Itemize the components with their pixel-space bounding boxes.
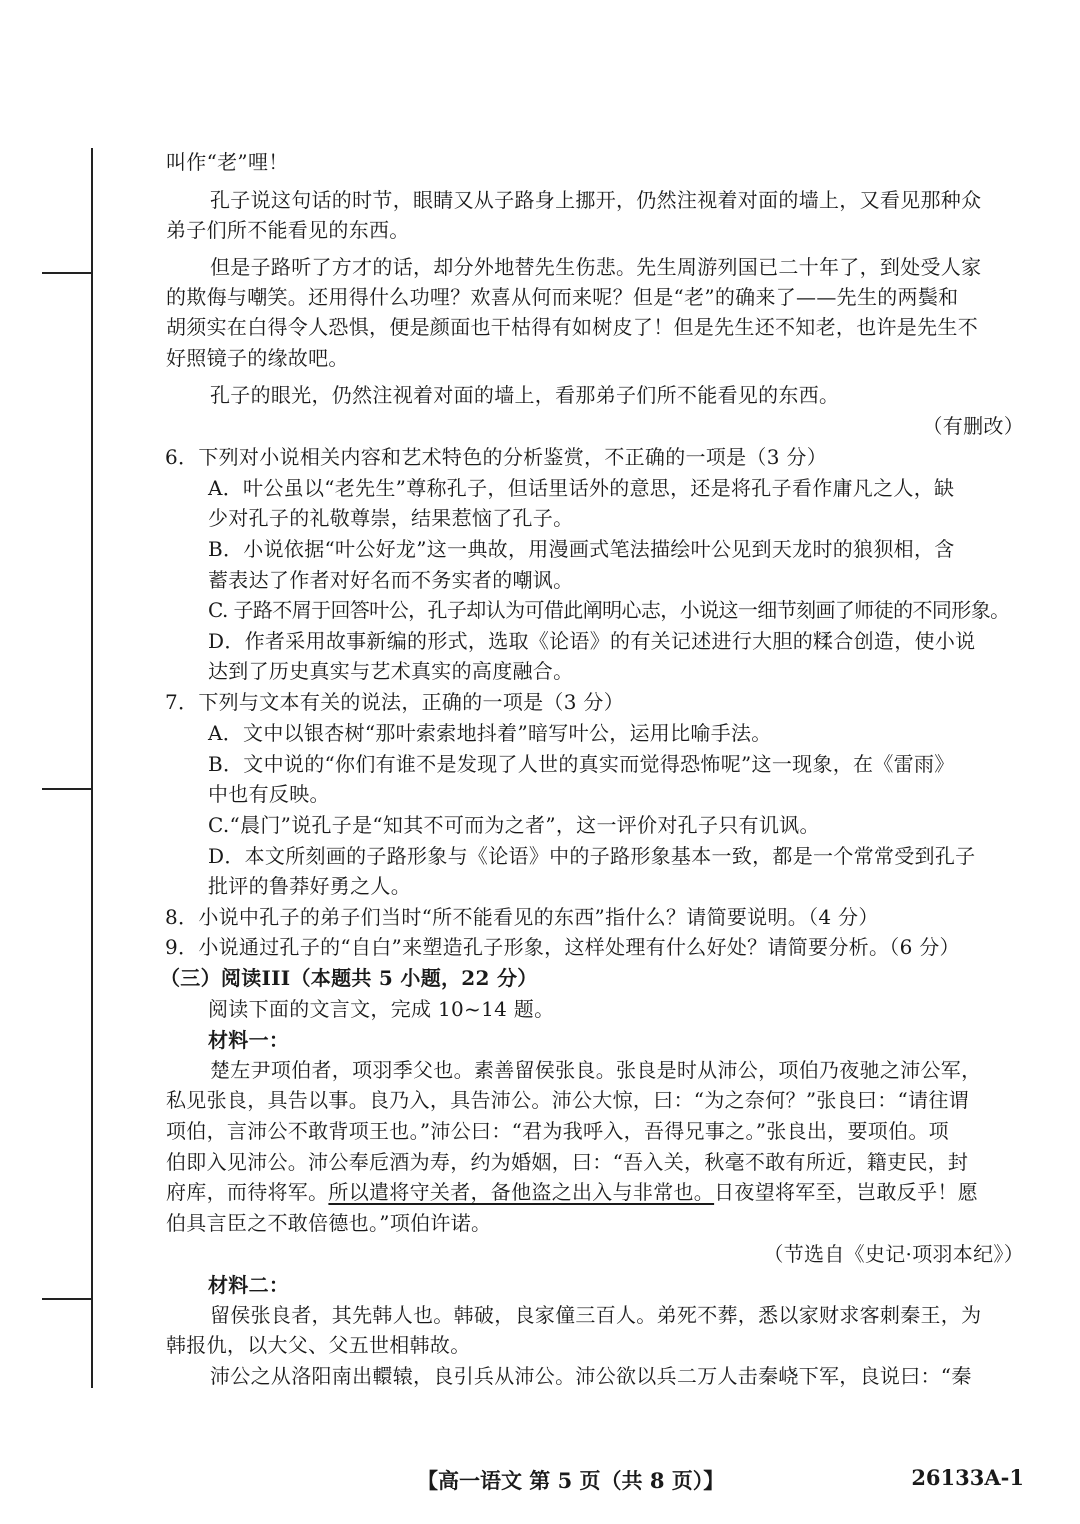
option-6d: D．作者采用故事新编的形式，选取《论语》的有关记述进行大胆的糅合创造，使小说 <box>208 629 976 653</box>
margin-tick-mark <box>42 272 92 274</box>
question-7: 7．下列与文本有关的说法，正确的一项是（3 分） <box>165 690 625 714</box>
option-7b: B．文中说的“你们有谁不是发现了人世的真实而觉得恐怖呢”这一现象，在《雷雨》 <box>208 752 955 776</box>
margin-tick-mark <box>42 1298 92 1300</box>
option-7d-cont: 批评的鲁莽好勇之人。 <box>208 874 411 898</box>
option-7a: A．文中以银杏树“那叶索索地抖着”暗写叶公，运用比喻手法。 <box>208 721 772 745</box>
passage-line: 孔子说这句话的时节，眼睛又从子路身上挪开，仍然注视着对面的墙上，又看见那种众 <box>210 188 982 212</box>
page-footer-label: 【高一语文 第 5 页（共 8 页）】 <box>417 1468 725 1493</box>
classical-text-line: 楚左尹项伯者，项羽季父也。素善留侯张良。张良是时从沛公，项伯乃夜驰之沛公军， <box>210 1058 982 1082</box>
source-citation: （节选自《史记·项羽本纪》） <box>763 1242 1024 1266</box>
passage-line: 的欺侮与嘲笑。还用得什么功哩？欢喜从何而来呢？但是“老”的确来了——先生的两鬓和 <box>166 285 959 309</box>
exam-code: 26133A-1 <box>911 1465 1024 1490</box>
classical-text-line: 伯即入见沛公。沛公奉卮酒为寿，约为婚姻，曰：“吾入关，秋毫不敢有所近，籍吏民，封 <box>166 1150 969 1174</box>
text-segment: 日夜望将军至，岂敢反乎！愿 <box>714 1180 979 1204</box>
classical-text-line: 伯具言臣之不敢倍德也。”项伯许诺。 <box>166 1211 492 1235</box>
classical-text-line <box>166 1178 978 1206</box>
classical-text-line: 沛公之从洛阳南出轘辕，良引兵从沛公。沛公欲以兵二万人击秦峣下军，良说曰：“秦 <box>210 1364 972 1388</box>
option-6b-cont: 蓄表达了作者对好名而不务实者的嘲讽。 <box>208 568 574 592</box>
classical-text-line: 韩报仇，以大父、父五世相韩故。 <box>166 1333 471 1357</box>
question-6: 6．下列对小说相关内容和艺术特色的分析鉴赏，不正确的一项是（3 分） <box>165 445 828 469</box>
passage-line: 但是子路听了方才的话，却分外地替先生伤悲。先生周游列国已二十年了，到处受人家 <box>210 255 982 279</box>
option-6a-cont: 少对孔子的礼敬尊崇，结果惹恼了孔子。 <box>208 506 574 530</box>
question-8: 8．小说中孔子的弟子们当时“所不能看见的东西”指什么？请简要说明。（4 分） <box>165 905 879 929</box>
instruction: 阅读下面的文言文，完成 10~14 题。 <box>208 997 555 1021</box>
passage-line: 孔子的眼光，仍然注视着对面的墙上，看那弟子们所不能看见的东西。 <box>210 383 840 407</box>
binding-margin-line <box>91 148 93 1388</box>
classical-text-line: 留侯张良者，其先韩人也。韩破，良家僮三百人。弟死不葬，悉以家财求客刺秦王，为 <box>210 1303 982 1327</box>
question-9: 9．小说通过孔子的“自白”来塑造孔子形象，这样处理有什么好处？请简要分析。（6 分） <box>165 935 960 959</box>
text-segment: 府库，而待将军。 <box>166 1180 329 1204</box>
option-6c: C. 子路不屑于回答叶公，孔子却认为可借此阐明心志，小说这一细节刻画了师徒的不同形象。 <box>208 598 1010 622</box>
classical-text-line: 私见张良，具告以事。良乃入，具告沛公。沛公大惊，曰：“为之奈何？”张良曰：“请往谓 <box>166 1088 969 1112</box>
classical-text-line: 项伯，言沛公不敢背项王也。”沛公曰：“君为我呼入，吾得兄事之。”张良出，要项伯。项 <box>166 1119 949 1143</box>
source-note: （有删改） <box>922 414 1024 438</box>
passage-line: 胡须实在白得令人恐惧，便是颜面也干枯得有如树皮了！但是先生还不知老，也许是先生不 <box>166 315 978 339</box>
underlined-sentence: 所以遣将守关者，备他盗之出入与非常也。 <box>328 1180 715 1204</box>
option-7d: D．本文所刻画的子路形象与《论语》中的子路形象基本一致，都是一个常常受到孔子 <box>208 844 976 868</box>
option-6d-cont: 达到了历史真实与艺术真实的高度融合。 <box>208 659 574 683</box>
passage-line: 弟子们所不能看见的东西。 <box>166 218 410 242</box>
option-6a: A．叶公虽以“老先生”尊称孔子，但话里话外的意思，还是将孔子看作庸凡之人，缺 <box>208 476 955 500</box>
passage-line: 叫作“老”哩！ <box>166 150 289 174</box>
material-2-label: 材料二： <box>208 1273 290 1297</box>
option-6b: B．小说依据“叶公好龙”这一典故，用漫画式笔法描绘叶公见到天龙时的狼狈相，含 <box>208 537 955 561</box>
option-7c: C.“晨门”说孔子是“知其不可而为之者”，这一评价对孔子只有讥讽。 <box>208 813 820 837</box>
margin-tick-mark <box>42 788 92 790</box>
passage-line: 好照镜子的缘故吧。 <box>166 346 349 370</box>
section-heading: （三）阅读III（本题共 5 小题，22 分） <box>160 966 538 990</box>
material-1-label: 材料一： <box>208 1028 290 1052</box>
option-7b-cont: 中也有反映。 <box>208 782 330 806</box>
